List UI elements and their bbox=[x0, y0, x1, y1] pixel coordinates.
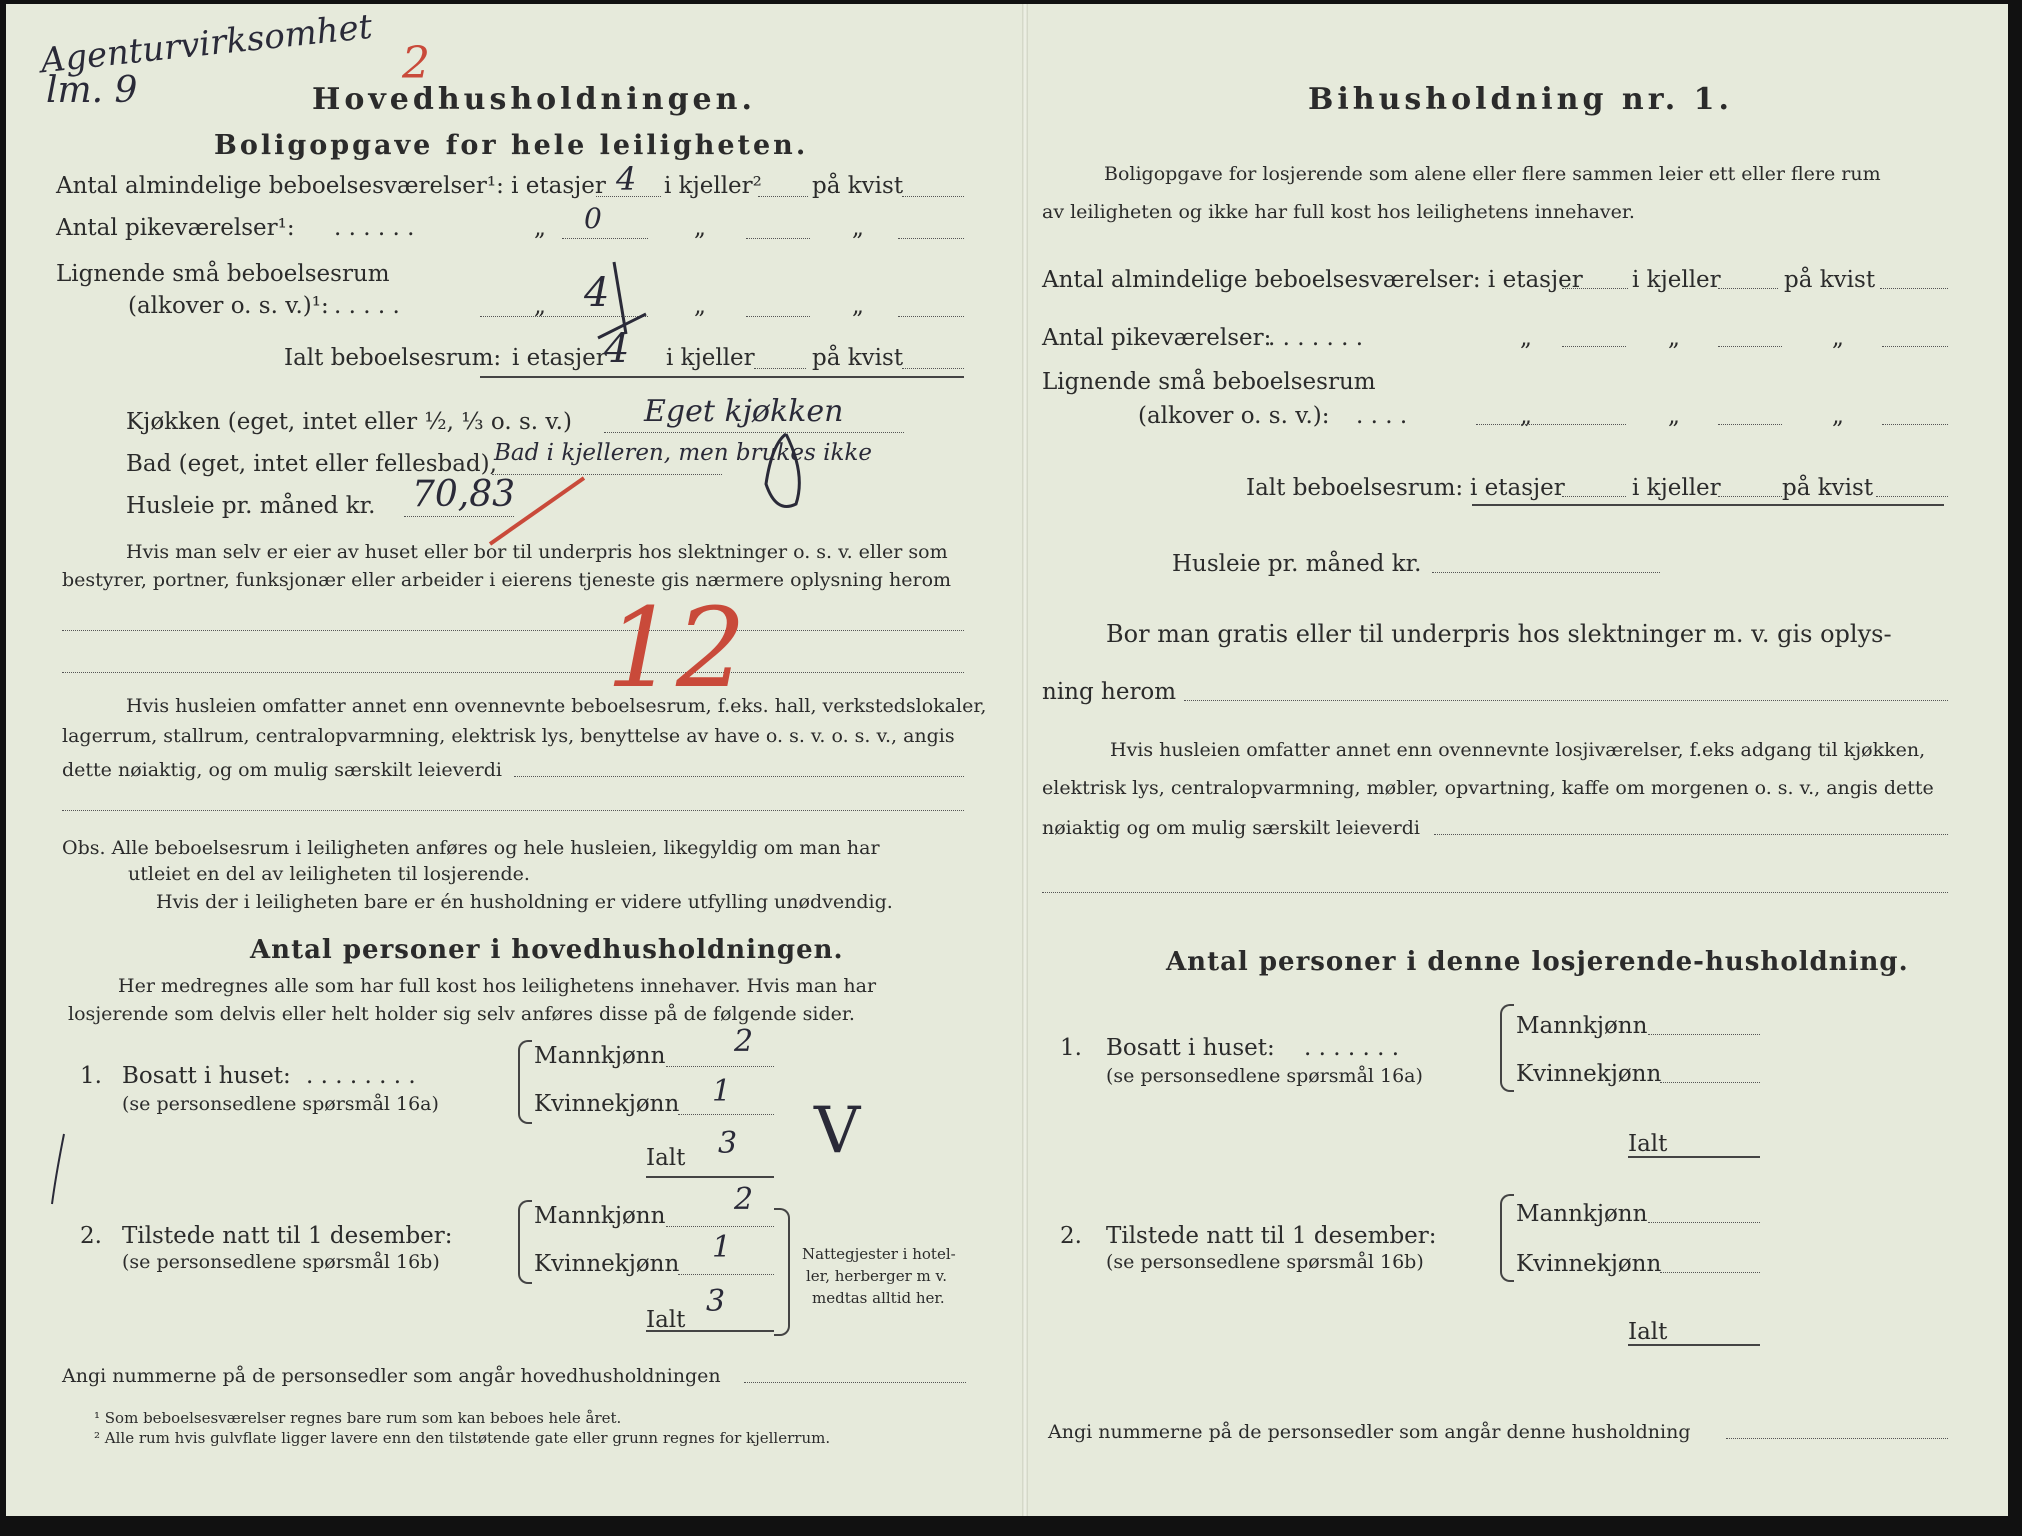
q2-mann-right: Mannkjønn bbox=[1516, 1201, 1648, 1227]
annotation-agency: Agenturvirksomhet bbox=[38, 6, 375, 82]
obs-1: Obs. Alle beboelsesrum i leiligheten anføres og hele husleien, likegyldig om man har bbox=[62, 837, 880, 859]
r-gratis-2: ning herom bbox=[1042, 679, 1177, 705]
row2-value: 0 bbox=[584, 202, 602, 235]
omfatter-1: Hvis husleien omfatter annet enn ovennevnte beboelsesrum, f.eks. hall, verkstedslokaler, bbox=[126, 695, 987, 717]
r-gratis-1: Bor man gratis eller til underpris hos slektninger m. v. gis oplys- bbox=[1106, 620, 1892, 648]
q2-sub-left: (se personsedlene spørsmål 16b) bbox=[122, 1251, 440, 1273]
kjokken-label: Kjøkken (eget, intet eller ½, ⅓ o. s. v.) bbox=[126, 409, 572, 435]
persons-title-left: Antal personer i hovedhusholdningen. bbox=[250, 935, 844, 965]
q1-ialt-value: 3 bbox=[718, 1126, 738, 1161]
footnote-2: ² Alle rum hvis gulvflate ligger lavere enn den tilstøtende gate eller grunn regnes for kjellerrum. bbox=[94, 1429, 831, 1447]
q2-mann-value: 2 bbox=[734, 1182, 754, 1217]
r-ialt-kjeller: i kjeller bbox=[1632, 475, 1721, 501]
eier-text-2: bestyrer, portner, funksjonær eller arbeider i eierens tjeneste gis nærmere oplysning herom bbox=[62, 569, 952, 591]
q1-num-right: 1. bbox=[1060, 1035, 1082, 1061]
r-omfatter-3: nøiaktig og om mulig særskilt leieverdi bbox=[1042, 817, 1420, 839]
angi-left: Angi nummerne på de personsedler som angår hovedhusholdningen bbox=[62, 1365, 721, 1387]
row1-label: Antal almindelige beboelsesværelser¹: i etasjer bbox=[56, 173, 606, 199]
omfatter-2: lagerrum, stallrum, centralopvarmning, elektrisk lys, benyttelse av have o. s. v. o. s. v., angis bbox=[62, 725, 955, 747]
q2-label-left: Tilstede natt til 1 desember: bbox=[122, 1223, 453, 1249]
ialt-kjeller: i kjeller bbox=[666, 345, 755, 371]
obs-2: utleiet en del av leiligheten til losjerende. bbox=[128, 863, 530, 885]
r-row2-label: Antal pikeværelser: bbox=[1042, 325, 1272, 351]
annotation-lm: lm. 9 bbox=[46, 70, 138, 111]
r-ialt-etasjer: i etasjer bbox=[1470, 475, 1565, 501]
bad-label: Bad (eget, intet eller fellesbad), bbox=[126, 451, 497, 477]
row3-label-b: (alkover o. s. v.)¹: bbox=[128, 293, 329, 319]
intro-2: av leiligheten og ikke har full kost hos leilighetens innehaver. bbox=[1042, 201, 1635, 223]
q1-label-right: Bosatt i huset: bbox=[1106, 1035, 1275, 1061]
q1-ialt-left: Ialt bbox=[646, 1145, 686, 1171]
q1-mann-value: 2 bbox=[734, 1024, 754, 1059]
omfatter-3: dette nøiaktig, og om mulig særskilt leieverdi bbox=[62, 759, 502, 781]
intro-1: Boligopgave for losjerende som alene eller flere sammen leier ett eller flere rum bbox=[1104, 163, 1881, 185]
row3-label-a: Lignende små beboelsesrum bbox=[56, 261, 390, 287]
q2-ialt-value: 3 bbox=[706, 1284, 726, 1319]
ialt-etasjer: i etasjer bbox=[512, 345, 607, 371]
row2-label: Antal pikeværelser¹: bbox=[56, 215, 295, 241]
persons-title-right: Antal personer i denne losjerende-husholdning. bbox=[1166, 947, 1909, 977]
census-form-sheet: Agenturvirksomhet lm. 9 2 Hovedhusholdningen. Boligopgave for hele leiligheten. Antal almindelige beboelsesværelser¹: i etasjer 4 i kjeller² på kvist Antal pikeværelser¹: . . . . . . „ 0 „ „ Lignende små beboelsesrum (alkover o. s. v.)¹: . . . . . „ 4 „ „ Ialt beboelsesrum: i etasjer 4 i kjeller på kvist Kjøkken (eget, intet eller ½, ⅓ o. s. v.) Eget kjøkken Bad (eget, intet eller fellesbad), Bad i kjelleren, men brukes ikke Husleie pr. måned kr. 70,83 Hvis man selv er eier av huset eller bor til underpris hos slektninger o. s. v. eller som bestyrer, portner, funksjonær eller arbeider i eierens tjeneste gis nærmere oplysning herom 12 Hvis husleien omfatter annet enn ovennevnte beboelsesrum, f.eks. hall, verkstedslokaler, lagerrum, stallrum, centralopvarmning, elektrisk lys, benyttelse av have o. s. v. o. s. v., angis dette nøiaktig, og om mulig særskilt leieverdi Obs. Alle beboelsesrum i leiligheten anføres og hele husleien, likegyldig om man har utleiet en del av leiligheten til losjerende. Hvis der i leiligheten bare er én husholdning er videre utfylling unødvendig. Antal personer i hovedhusholdningen. Her medregnes alle som har full kost hos leilighetens innehaver. Hvis man har losjerende som delvis eller helt holder sig selv anføres disse på de følgende sider. 1. Bosatt i huset: . . . . . . . . (se personsedlene spørsmål 16a) Mannkjønn 2 Kvinnekjønn 1 Ialt 3 V 2. Tilstede natt til 1 desember: (se personsedlene spørsmål 16b) Mannkjønn 2 Kvinnekjønn 1 Ialt 3 Nattegjester i hotel- ler, herberger m v. medtas alltid her. Angi nummerne på de personsedler som angår hovedhusholdningen ¹ Som beboelsesværelser regnes bare rum som kan beboes hele året. ² Alle rum hvis gulvflate ligger lavere enn den tilstøtende gate eller grunn regnes for kjellerrum. Bihusholdning nr. 1. Boligopgave for losjerende som alene eller flere sammen leier ett eller flere rum av leiligheten og ikke har full kost hos leilighetens innehaver. Antal almindelige beboelsesværelser: i etasjer i kjeller på kvist Antal pikeværelser: . . . . . . . „ „ „ Lignende små beboelsesrum (alkover o. s. v.): . . . . „ „ „ Ialt beboelsesrum: i etasjer i kjeller på kvist Husleie pr. måned kr. Bor man gratis eller til underpris hos slektninger m. v. gis oplys- ning herom Hvis husleien omfatter annet enn ovennevnte losjiværelser, f.eks adgang til kjøkken, elektrisk lys, centralopvarmning, møbler, opvartning, kaffe om morgenen o. s. v., angis dette nøiaktig og om mulig særskilt leieverdi Antal personer i denne losjerende-husholdning. 1. Bosatt i huset: . . . . . . . (se personsedlene spørsmål 16a) Mannkjønn Kvinnekjønn Ialt 2. Tilstede natt til 1 desember: (se personsedlene spørsmål 16b) Mannkjønn Kvinnekjønn Ialt Angi nummerne på de personsedler som angår denne husholdning bbox=[6, 4, 2008, 1516]
r-row1-kvist: på kvist bbox=[1784, 267, 1876, 293]
q2-kvinne-right: Kvinnekjønn bbox=[1516, 1251, 1662, 1277]
husleie-label: Husleie pr. måned kr. bbox=[126, 493, 376, 519]
bad-value: Bad i kjelleren, men brukes ikke bbox=[494, 440, 872, 466]
r-omfatter-2: elektrisk lys, centralopvarmning, møbler, opvartning, kaffe om morgenen o. s. v., angis dette bbox=[1042, 777, 1934, 799]
husleie-value: 70,83 bbox=[412, 474, 516, 515]
q1-label-left: Bosatt i huset: bbox=[122, 1063, 291, 1089]
row1-kjeller: i kjeller² bbox=[664, 173, 762, 199]
r-row3-label-a: Lignende små beboelsesrum bbox=[1042, 369, 1376, 395]
page-title-left: Hovedhusholdningen. bbox=[312, 82, 756, 117]
kjokken-value: Eget kjøkken bbox=[644, 394, 844, 429]
footnote-1: ¹ Som beboelsesværelser regnes bare rum som kan beboes hele året. bbox=[94, 1409, 622, 1427]
r-husleie-label: Husleie pr. måned kr. bbox=[1172, 551, 1422, 577]
r-ialt-label: Ialt beboelsesrum: bbox=[1246, 475, 1464, 501]
persons-note-2: losjerende som delvis eller helt holder sig selv anføres disse på de følgende sider. bbox=[68, 1003, 855, 1025]
q2-num-left: 2. bbox=[80, 1223, 102, 1249]
subtitle-left: Boligopgave for hele leiligheten. bbox=[214, 130, 809, 161]
nattegjester-1: Nattegjester i hotel- bbox=[802, 1245, 956, 1263]
q2-sub-right: (se personsedlene spørsmål 16b) bbox=[1106, 1251, 1424, 1273]
row3-value: 4 bbox=[584, 270, 610, 316]
row1-etasjer-value: 4 bbox=[616, 160, 637, 198]
handwritten-strokes bbox=[6, 4, 2008, 1516]
q1-sub-right: (se personsedlene spørsmål 16a) bbox=[1106, 1065, 1423, 1087]
q1-num-left: 1. bbox=[80, 1063, 102, 1089]
ialt-value: 4 bbox=[604, 326, 630, 372]
q1-ialt-right: Ialt bbox=[1628, 1131, 1668, 1157]
r-row1-kjeller: i kjeller bbox=[1632, 267, 1721, 293]
q1-kvinne-left: Kvinnekjønn bbox=[534, 1091, 680, 1117]
q2-kvinne-left: Kvinnekjønn bbox=[534, 1251, 680, 1277]
obs-3: Hvis der i leiligheten bare er én husholdning er videre utfylling unødvendig. bbox=[156, 891, 893, 913]
r-row3-label-b: (alkover o. s. v.): bbox=[1138, 403, 1330, 429]
q1-mann-right: Mannkjønn bbox=[1516, 1013, 1648, 1039]
q2-num-right: 2. bbox=[1060, 1223, 1082, 1249]
q1-sub-left: (se personsedlene spørsmål 16a) bbox=[122, 1093, 439, 1115]
q2-label-right: Tilstede natt til 1 desember: bbox=[1106, 1223, 1437, 1249]
red-mark-12: 12 bbox=[606, 584, 746, 712]
nattegjester-2: ler, herberger m v. bbox=[806, 1267, 947, 1285]
q1-mann-left: Mannkjønn bbox=[534, 1043, 666, 1069]
nattegjester-3: medtas alltid her. bbox=[812, 1289, 945, 1307]
page-title-right: Bihusholdning nr. 1. bbox=[1308, 82, 1733, 117]
annotation-red-2: 2 bbox=[402, 38, 430, 89]
ialt-kvist: på kvist bbox=[812, 345, 904, 371]
q2-mann-left: Mannkjønn bbox=[534, 1203, 666, 1229]
row1-kvist: på kvist bbox=[812, 173, 904, 199]
eier-text-1: Hvis man selv er eier av huset eller bor til underpris hos slektninger o. s. v. eller som bbox=[126, 541, 948, 563]
ialt-label: Ialt beboelsesrum: bbox=[284, 345, 502, 371]
q1-kvinne-value: 1 bbox=[712, 1074, 732, 1109]
q2-ialt-right: Ialt bbox=[1628, 1319, 1668, 1345]
check-mark: V bbox=[814, 1094, 861, 1168]
persons-note-1: Her medregnes alle som har full kost hos leilighetens innehaver. Hvis man har bbox=[118, 975, 877, 997]
q2-kvinne-value: 1 bbox=[712, 1230, 732, 1265]
angi-right: Angi nummerne på de personsedler som angår denne husholdning bbox=[1048, 1421, 1691, 1443]
r-row1-label: Antal almindelige beboelsesværelser: i etasjer bbox=[1042, 267, 1583, 293]
q1-kvinne-right: Kvinnekjønn bbox=[1516, 1061, 1662, 1087]
r-ialt-kvist: på kvist bbox=[1782, 475, 1874, 501]
q2-ialt-left: Ialt bbox=[646, 1307, 686, 1333]
r-omfatter-1: Hvis husleien omfatter annet enn ovennevnte losjiværelser, f.eks adgang til kjøkken, bbox=[1110, 739, 1926, 761]
